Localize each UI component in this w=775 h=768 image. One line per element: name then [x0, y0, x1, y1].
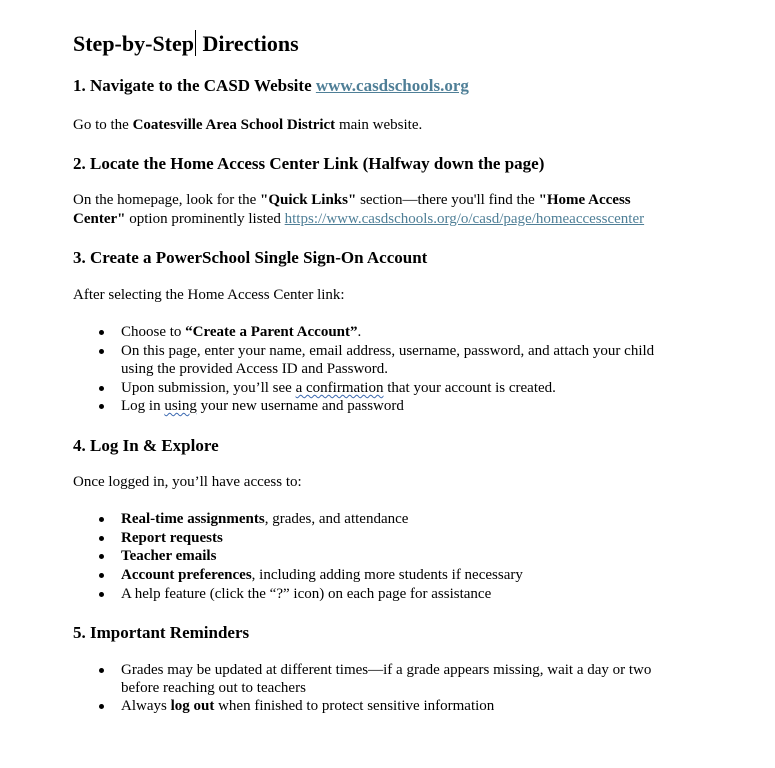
section-3-heading: 3. Create a PowerSchool Single Sign-On Account: [73, 248, 428, 267]
bullet-icon: [99, 573, 104, 578]
section-2-heading: 2. Locate the Home Access Center Link (Halfway down the page): [73, 154, 545, 173]
bullet-icon: [99, 554, 104, 559]
bullet-icon: [99, 404, 104, 409]
section-5-heading: 5. Important Reminders: [73, 623, 250, 642]
bullet-icon: [99, 536, 104, 541]
home-access-center-link[interactable]: https://www.casdschools.org/o/casd/page/homeaccesscenter: [284, 211, 645, 227]
section-2-paragraph-line-2: Center" option prominently listed https://www.casdschools.org/o/casd/page/homeaccesscenter: [73, 211, 645, 227]
bullet-icon: [99, 592, 104, 597]
bullet-icon: [99, 349, 104, 354]
page-title: Step-by-Step Directions: [73, 31, 299, 56]
bullet-icon: [99, 517, 104, 522]
casd-website-link[interactable]: www.casdschools.org: [315, 76, 469, 95]
section-4-intro: Once logged in, you’ll have access to:: [73, 474, 302, 490]
bullet-icon: [99, 704, 104, 709]
grammar-suggestion[interactable]: a confirmation: [295, 380, 384, 396]
document-page: Step-by-Step Directions 1. Navigate to the CASD Website www.casdschools.org Go to the Coatesville Area School District main website. 2. Locate the Home Access Center Link (Halfway down the page) On the homepage, look for the "Quick Links" section—there you'll find the "Home Access Center" option prominently listed https://www.casdschools.org/o/casd/page/homeaccesscenter 3. Create a PowerSchool Single Sign-On Account After selecting the Home Access Center link: Choose to “Create a Parent Account”. On this page, enter your name, email address, username, password, and attach your child using the provided Access ID and Password. Upon submission, you’ll see a confirmation that your account is created. Log in using your new username and password 4. Log In & Explore Once logged in, you’ll have access to: Real-time assignments, grades, and attendance Report requests Teacher emails Account preferences, including adding more students if necessary A help feature (click the “?” icon) on each page for assistance 5. Important Reminders Grades may be updated at different times—if a grade appears missing, wait a day or two before reaching out to teachers Always log out when finished to protect sensitive information: [73, 31, 655, 714]
section-4-heading: 4. Log In & Explore: [73, 436, 219, 455]
bullet-icon: [99, 668, 104, 673]
section-2-paragraph-line-1: On the homepage, look for the "Quick Links" section—there you'll find the "Home Access: [73, 192, 631, 208]
grammar-suggestion[interactable]: using: [164, 398, 197, 414]
section-1-paragraph: Go to the Coatesville Area School District main website.: [73, 117, 423, 133]
text-cursor: [195, 30, 196, 56]
section-3-intro: After selecting the Home Access Center link:: [73, 287, 345, 303]
bullet-icon: [99, 330, 104, 335]
section-1-heading: 1. Navigate to the CASD Website www.casdschools.org: [73, 76, 469, 95]
bullet-icon: [99, 386, 104, 391]
